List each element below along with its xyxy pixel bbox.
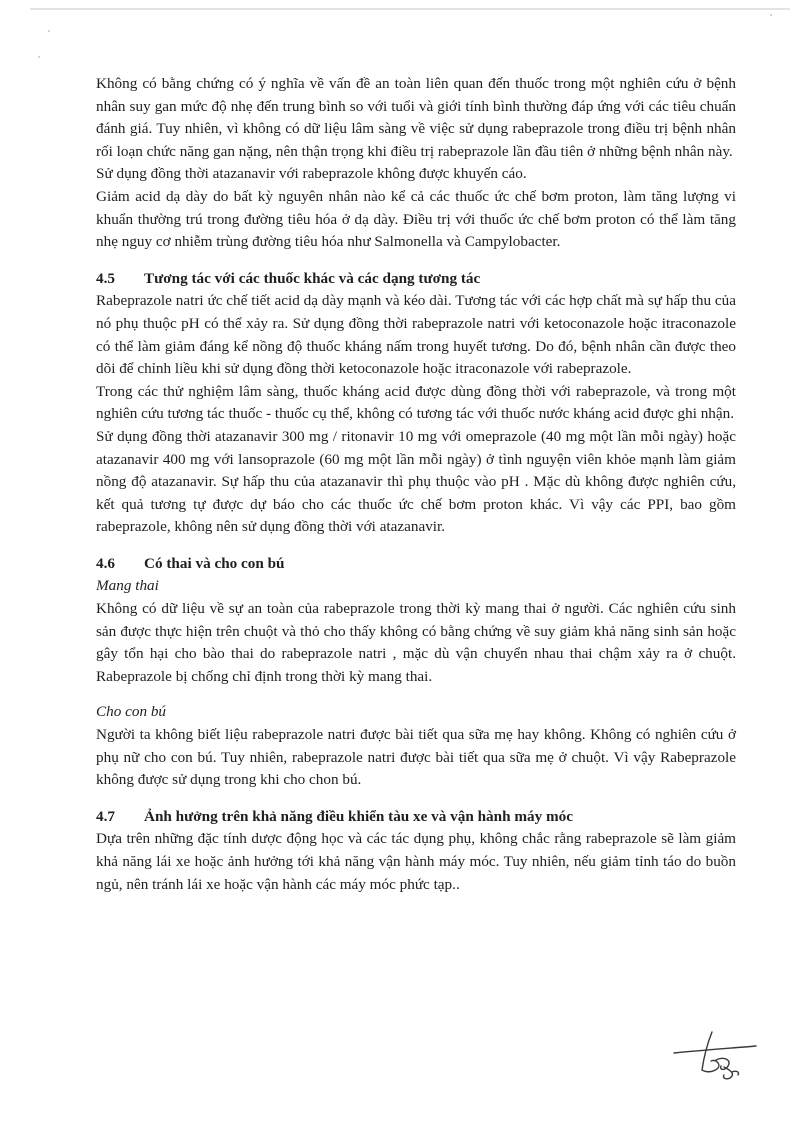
scan-edge-line	[30, 8, 790, 10]
section-title: Có thai và cho con bú	[144, 554, 285, 572]
section-number: 4.7	[96, 807, 115, 825]
section-paragraph: Trong các thử nghiệm lâm sàng, thuốc kháng acid được dùng đồng thời với rabeprazole, và trong một nghiên cứu tương tác thuốc - thuốc cụ thể, không có tương tác với thuốc nước kháng acid được ghi nhận.	[96, 382, 736, 423]
section-4-6	[96, 553, 736, 792]
intro-paragraph: Giảm acid dạ dày do bất kỳ nguyên nhân nào kể cả các thuốc ức chế bơm proton, làm tăng lượng vi khuẩn thường trú trong đường tiêu hóa ở dạ dày. Điều trị với thuốc ức chế bơm proton có thể làm tăng nhẹ nguy cơ nhiễm trùng đường tiêu hóa như Salmonella và Campylobacter.	[96, 187, 736, 251]
section-paragraph: Rabeprazole natri ức chế tiết acid dạ dày mạnh và kéo dài. Tương tác với các hợp chất mà sự hấp thu của nó phụ thuộc pH có thể xảy ra. Sử dụng đồng thời rabeprazole natri với ketoconazole hoặc itraconazole có thể làm giảm đáng kể nồng độ thuốc kháng nấm trong huyết tương. Do đó, bệnh nhân cần được theo dõi để chỉnh liều khi sử dụng đồng thời ketoconazole hoặc itraconazole với rabeprazole.	[96, 292, 736, 378]
scan-speck	[48, 30, 50, 32]
lactation-heading: Cho con bú	[96, 703, 167, 721]
section-4-5	[96, 268, 736, 539]
pregnancy-heading: Mang thai	[96, 577, 159, 595]
pregnancy-paragraph: Không có dữ liệu về sự an toàn của rabeprazole trong thời kỳ mang thai ở người. Các nghiên cứu sinh sản được thực hiện trên chuột và thỏ cho thấy không có bằng chứng về suy giảm khả năng sinh sản hoặc gây tổn hại cho bào thai do rabeprazole natri , mặc dù vận chuyển nhau thai chậm xảy ra ở chuột. Rabeprazole bị chống chỉ định trong thời kỳ mang thai.	[96, 600, 736, 685]
section-title: Tương tác với các thuốc khác và các dạng tương tác	[144, 269, 481, 287]
intro-paragraph: Không có bằng chứng có ý nghĩa về vấn đề an toàn liên quan đến thuốc trong một nghiên cứu ở bệnh nhân suy gan mức độ nhẹ đến trung bình so với tuổi và giới tính bình thường đáp ứng với các tiêu chuẩn đánh giá. Tuy nhiên, vì không có dữ liệu lâm sàng về việc sử dụng rabeprazole trong điều trị bệnh nhân rối loạn chức năng gan nặng, nên thận trọng khi điều trị rabeprazole lần đầu tiên ở những bệnh nhân này.	[96, 75, 736, 160]
section-number: 4.5	[96, 269, 115, 287]
document-page	[96, 73, 736, 896]
scan-speck	[770, 14, 772, 16]
scan-speck	[38, 56, 40, 58]
section-4-7	[96, 806, 736, 896]
signature-mark	[672, 1026, 758, 1082]
section-heading	[96, 806, 736, 829]
section-heading	[96, 268, 736, 291]
section-number: 4.6	[96, 554, 115, 572]
intro-block	[96, 73, 736, 254]
section-heading	[96, 553, 736, 576]
section-title: Ảnh hưởng trên khả năng điều khiển tàu xe và vận hành máy móc	[144, 807, 573, 825]
section-paragraph: Sử dụng đồng thời atazanavir 300 mg / ritonavir 10 mg với omeprazole (40 mg một lần mỗi ngày) hoặc atazanavir 400 mg với lansoprazole (60 mg một lần mỗi ngày) ở tình nguyện viên khỏe mạnh làm giảm nồng độ atazanavir. Sự hấp thu của atazanavir thì phụ thuộc vào pH . Mặc dù không được nghiên cứu, kết quả tương tự được dự báo cho các thuốc ức chế bơm proton khác. Vì vậy các PPI, bao gồm rabeprazole, không nên sử dụng đồng thời với atazanavir.	[96, 427, 736, 536]
lactation-paragraph: Người ta không biết liệu rabeprazole natri được bài tiết qua sữa mẹ hay không. Không có nghiên cứu ở phụ nữ cho con bú. Tuy nhiên, rabeprazole natri được bài tiết qua sữa mẹ ở chuột. Vì vậy Rabeprazole không được sử dụng trong khi cho chon bú.	[96, 726, 736, 789]
section-paragraph: Dựa trên những đặc tính dược động học và các tác dụng phụ, không chắc rằng rabeprazole sẽ làm giảm khả năng lái xe hoặc ảnh hưởng tới khả năng vận hành máy móc. Tuy nhiên, nếu giảm tỉnh táo do buồn ngủ, nên tránh lái xe hoặc vận hành các máy móc phức tạp..	[96, 830, 736, 893]
intro-paragraph: Sử dụng đồng thời atazanavir với rabeprazole không được khuyến cáo.	[96, 165, 527, 183]
